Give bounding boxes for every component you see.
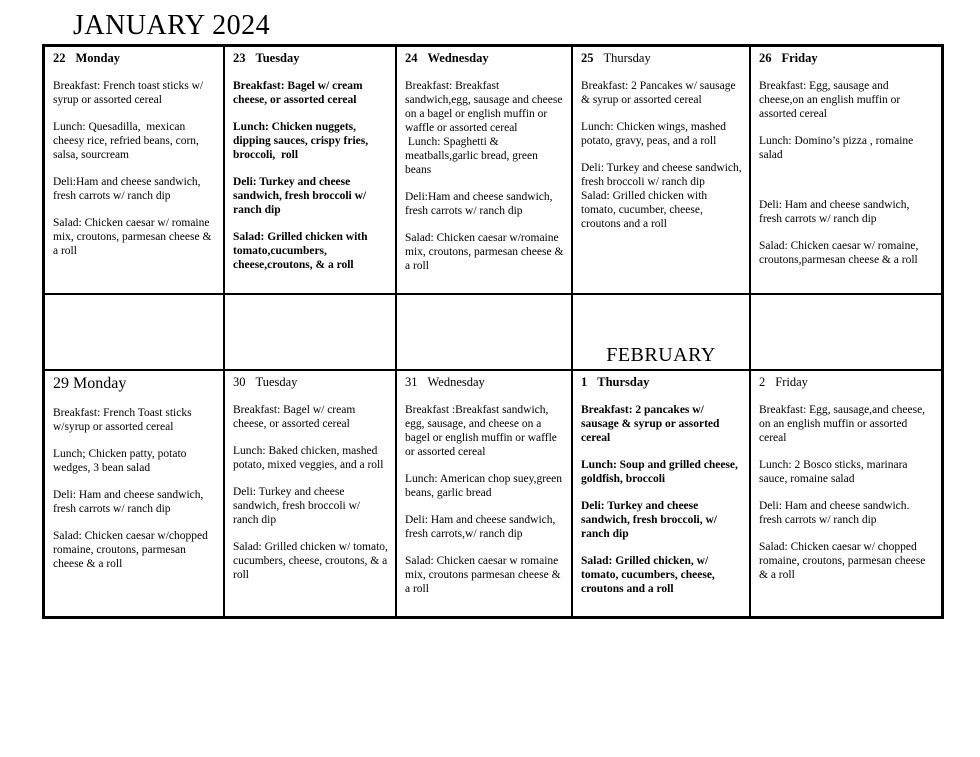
meal-breakfast: Breakfast: Breakfast sandwich,egg, sausage and cheese on a bagel or english muffin or waffle or assorted cereal (405, 80, 566, 135)
meal-breakfast: Breakfast: 2 Pancakes w/ sausage & syrup or assorted cereal (581, 80, 739, 107)
meal-lunch: Lunch: Baked chicken, mashed potato, mixed veggies, and a roll (233, 445, 384, 472)
february-label: FEBRUARY (606, 344, 716, 366)
cell-date-header (581, 51, 742, 66)
day-name: Monday (75, 51, 120, 65)
date-number: 23 (233, 51, 246, 65)
meal-breakfast: Breakfast: French Toast sticks w/syrup or assorted cereal (53, 407, 195, 434)
menu-cell-feb-1 (572, 370, 750, 617)
meal-deli: Deli: Ham and cheese sandwich. fresh carrots w/ ranch dip (759, 500, 913, 527)
menu-calendar-grid (42, 44, 944, 619)
meal-salad: Salad: Grilled chicken, w/ tomato, cucumbers, cheese, croutons and a roll (581, 555, 718, 596)
date-number: 31 (405, 375, 418, 389)
cell-date-header (759, 51, 934, 66)
menu-cell-jan-31 (396, 370, 572, 617)
day-name: Thursday (597, 375, 650, 389)
meal-salad: Salad: Chicken caesar w/ romaine, croutons,parmesan cheese & a roll (759, 240, 922, 267)
meal-salad: Salad: Chicken caesar w romaine mix, croutons parmesan cheese & a roll (405, 555, 564, 596)
meal-salad: Salad: Grilled chicken with tomato, cucumber, cheese, croutons and a roll (581, 190, 711, 231)
meal-breakfast: Breakfast: Bagel w/ cream cheese, or assorted cereal (233, 404, 359, 431)
meal-lunch: Lunch: American chop suey,green beans, garlic bread (405, 473, 565, 500)
meal-breakfast: Breakfast: Bagel w/ cream cheese, or assorted cereal (233, 80, 366, 107)
day-name: Friday (775, 375, 808, 389)
date-number: 26 (759, 51, 772, 65)
menu-cell-jan-29 (44, 370, 224, 617)
date-number: 24 (405, 51, 418, 65)
meal-lunch: Lunch; Chicken patty, potato wedges, 3 bean salad (53, 448, 190, 475)
cell-date-header (759, 375, 934, 390)
meal-deli: Deli:Ham and cheese sandwich, fresh carrots w/ ranch dip (405, 191, 556, 218)
date-number: 25 (581, 51, 594, 65)
meal-breakfast: Breakfast: 2 pancakes w/ sausage & syrup or assorted cereal (581, 404, 723, 445)
cell-date-header (405, 375, 564, 390)
date-number: 29 (53, 375, 69, 392)
day-name: Thursday (603, 51, 651, 65)
meal-salad: Salad: Grilled chicken with tomato,cucumbers, cheese,croutons, & a roll (233, 231, 371, 272)
meal-lunch: Lunch: Quesadilla, mexican cheesy rice, refried beans, corn, salsa, sourcream (53, 121, 202, 162)
menu-cell-jan-24 (396, 46, 572, 294)
cell-date-header (233, 51, 388, 66)
date-number: 1 (581, 375, 588, 389)
meal-breakfast: Breakfast: Egg, sausage and cheese,on an english muffin or assorted cereal (759, 80, 904, 121)
meal-breakfast: Breakfast: Egg, sausage,and cheese, on an english muffin or assorted cereal (759, 404, 928, 445)
day-name: Wednesday (427, 375, 485, 389)
meal-deli: Deli:Ham and cheese sandwich, fresh carrots w/ ranch dip (53, 176, 204, 203)
menu-cell-feb-2 (750, 370, 942, 617)
spacer-cell-friday (750, 294, 942, 370)
meal-salad: Salad: Grilled chicken w/ tomato, cucumbers, cheese, croutons, & a roll (233, 541, 391, 582)
cell-date-header (405, 51, 564, 66)
cell-date-header (581, 375, 742, 390)
meal-salad: Salad: Chicken caesar w/chopped romaine, croutons, parmesan cheese & a roll (53, 530, 211, 571)
cell-date-header (233, 375, 388, 390)
spacer-cell-tuesday (224, 294, 396, 370)
meal-lunch: Lunch: Chicken wings, mashed potato, gravy, peas, and a roll (581, 121, 729, 148)
meal-deli: Deli: Ham and cheese sandwich, fresh carrots w/ ranch dip (53, 489, 207, 516)
day-name: Tuesday (255, 375, 298, 389)
day-name: Wednesday (427, 51, 489, 65)
meal-salad: Salad: Chicken caesar w/ romaine mix, croutons, parmesan cheese & a roll (53, 217, 215, 258)
menu-cell-jan-25 (572, 46, 750, 294)
meal-lunch: Lunch: 2 Bosco sticks, marinara sauce, romaine salad (759, 459, 911, 486)
meal-deli: Deli: Ham and cheese sandwich, fresh carrots,w/ ranch dip (405, 514, 559, 541)
menu-cell-jan-30 (224, 370, 396, 617)
meal-deli: Deli: Turkey and cheese sandwich, fresh broccoli w/ ranch dip (233, 176, 369, 217)
meal-deli: Deli: Turkey and cheese sandwich, fresh broccoli w/ ranch dip (233, 486, 363, 527)
menu-cell-jan-22 (44, 46, 224, 294)
date-number: 22 (53, 51, 66, 65)
spacer-cell-monday (44, 294, 224, 370)
spacer-cell-wednesday (396, 294, 572, 370)
date-number: 30 (233, 375, 246, 389)
page-title: JANUARY 2024 (73, 10, 271, 41)
cell-date-header (53, 375, 216, 393)
date-number: 2 (759, 375, 766, 389)
meal-deli: Deli: Turkey and cheese sandwich, fresh broccoli w/ ranch dip (581, 162, 745, 189)
day-name: Monday (73, 375, 127, 392)
meal-lunch: Lunch: Chicken nuggets, dipping sauces, crispy fries, broccoli, roll (233, 121, 372, 162)
spacer-cell-thursday (572, 294, 750, 370)
meal-salad: Salad: Chicken caesar w/romaine mix, croutons, parmesan cheese & a roll (405, 232, 567, 273)
meal-deli: Deli: Turkey and cheese sandwich, fresh broccoli, w/ ranch dip (581, 500, 720, 541)
menu-cell-jan-26 (750, 46, 942, 294)
day-name: Tuesday (255, 51, 300, 65)
meal-salad: Salad: Chicken caesar w/ chopped romaine, croutons, parmesan cheese & a roll (759, 541, 929, 582)
meal-breakfast: Breakfast: French toast sticks w/ syrup or assorted cereal (53, 80, 206, 107)
meal-lunch: Lunch: Domino’s pizza , romaine salad (759, 135, 917, 162)
day-name: Friday (781, 51, 818, 65)
meal-lunch: Lunch: Spaghetti & meatballs,garlic bread, green beans (405, 136, 541, 177)
menu-cell-jan-23 (224, 46, 396, 294)
meal-breakfast: Breakfast :Breakfast sandwich, egg, sausage, and cheese on a bagel or english muffin or waffle or assorted cereal (405, 404, 560, 459)
meal-lunch: Lunch: Soup and grilled cheese, goldfish, broccoli (581, 459, 741, 486)
meal-deli: Deli: Ham and cheese sandwich, fresh carrots w/ ranch dip (759, 199, 913, 226)
cell-date-header (53, 51, 216, 66)
